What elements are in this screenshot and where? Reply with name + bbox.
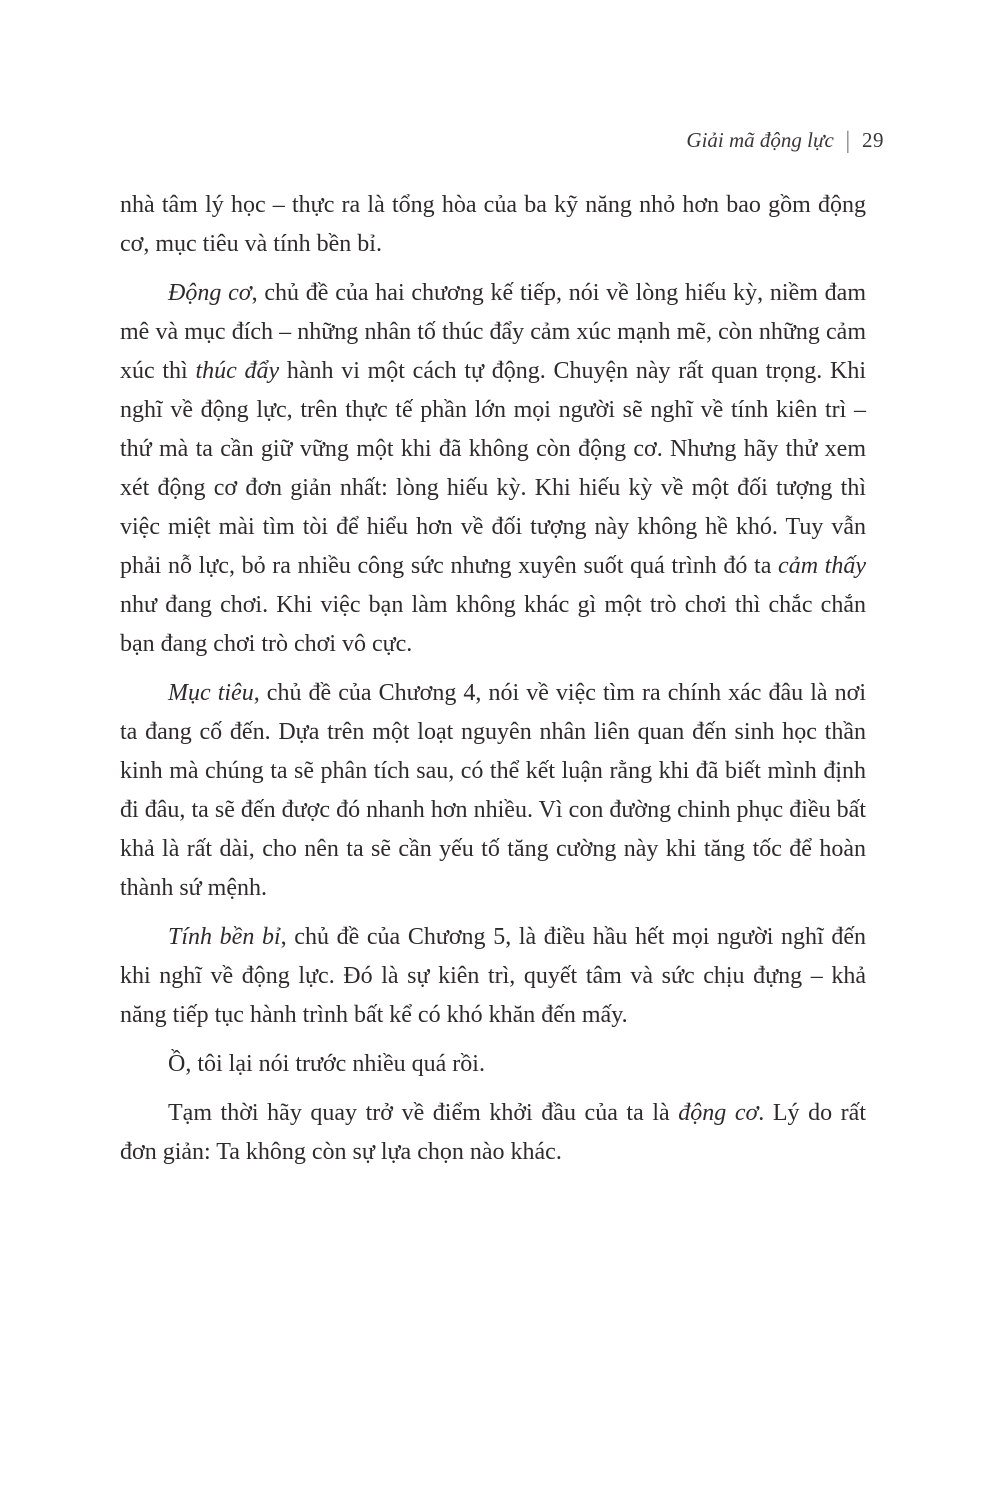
paragraph — [120, 674, 866, 908]
text-run: Tạm thời hãy quay trở về điểm khởi đầu của ta là — [168, 1100, 679, 1126]
text-run-italic: động cơ — [678, 1100, 759, 1126]
page-body — [120, 186, 866, 1182]
paragraph — [120, 186, 866, 264]
text-run-italic: Mục tiêu — [168, 680, 254, 706]
paragraph — [120, 918, 866, 1035]
text-run-italic: Động cơ — [168, 280, 252, 306]
running-header — [686, 126, 884, 154]
running-header-title: Giải mã động lực — [686, 128, 834, 152]
header-separator: | — [845, 126, 850, 154]
text-run: , chủ đề của Chương 4, nói về việc tìm ra chính xác đâu là nơi ta đang cố đến. Dựa trên một loạt nguyên nhân liên quan đến sinh học thần kinh mà chúng ta sẽ phân tích sau, có thể kết luận rằng khi đã biết mình định đi đâu, ta sẽ đến được đó nhanh hơn nhiều. Vì con đường chinh phục điều bất khả là rất dài, cho nên ta sẽ cần yếu tố tăng cường này khi tăng tốc để hoàn thành sứ mệnh. — [120, 680, 867, 901]
text-run-italic: thúc đẩy — [195, 358, 280, 384]
text-run: , chủ đề của Chương 5, là điều hầu hết mọi người nghĩ đến khi nghĩ về động lực. Đó là sự kiên trì, quyết tâm và sức chịu đựng – khả năng tiếp tục hành trình bất kể có khó khăn đến mấy. — [120, 924, 867, 1028]
text-run: như đang chơi. Khi việc bạn làm không khác gì một trò chơi thì chắc chắn bạn đang chơi trò chơi vô cực. — [120, 592, 866, 657]
text-run: nhà tâm lý học – thực ra là tổng hòa của ba kỹ năng nhỏ hơn bao gồm động cơ, mục tiêu và tính bền bỉ. — [120, 192, 866, 257]
text-run-italic: cảm thấy — [778, 553, 867, 579]
page-number: 29 — [862, 128, 884, 152]
text-run: . Lý do rất đơn giản: Ta không còn sự lựa chọn nào khác. — [120, 1100, 866, 1165]
text-run: hành vi một cách tự động. Chuyện này rất quan trọng. Khi nghĩ về động lực, trên thực tế phần lớn mọi người sẽ nghĩ về tính kiên trì – thứ mà ta cần giữ vững một khi đã không còn động cơ. Nhưng hãy thử xem xét động cơ đơn giản nhất: lòng hiếu kỳ. Khi hiếu kỳ về một đối tượng thì việc miệt mài tìm tòi để hiểu hơn về đối tượng này không hề khó. Tuy vẫn phải nỗ lực, bỏ ra nhiều công sức nhưng xuyên suốt quá trình đó ta — [120, 358, 866, 579]
paragraph — [120, 1094, 866, 1172]
text-run-italic: Tính bền bỉ — [168, 924, 281, 950]
text-run: , chủ đề của hai chương kế tiếp, nói về lòng hiếu kỳ, niềm đam mê và mục đích – những nhân tố thúc đẩy cảm xúc mạnh mẽ, còn những cảm xúc thì — [120, 280, 866, 384]
paragraph — [120, 274, 866, 664]
text-run: Ồ, tôi lại nói trước nhiều quá rồi. — [168, 1051, 485, 1077]
paragraph — [120, 1045, 866, 1084]
